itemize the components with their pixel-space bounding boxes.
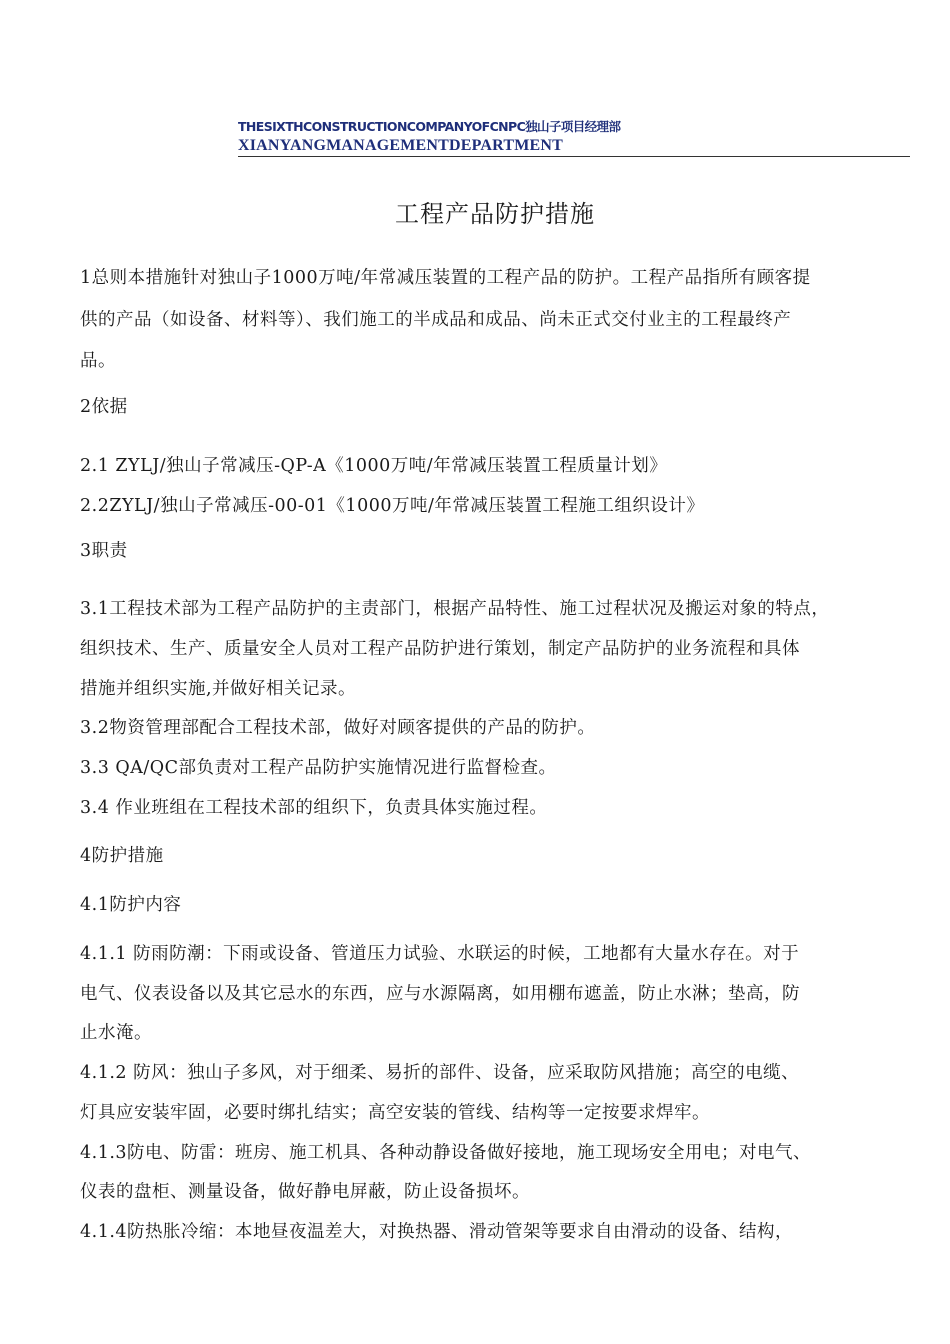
document-title: 工程产品防护措施 xyxy=(395,200,595,228)
body-line: 仪表的盘柜、测量设备，做好静电屏蔽，防止设备损坏。 xyxy=(80,1182,530,1202)
section-heading: 2依据 xyxy=(80,397,128,417)
header-divider xyxy=(238,156,910,157)
header-department-name: XIANYANGMANAGEMENTDEPARTMENT xyxy=(238,137,564,154)
document-header xyxy=(238,118,910,156)
section-heading: 4防护措施 xyxy=(80,846,164,866)
body-line: 品。 xyxy=(80,351,116,371)
body-line: 4.1.1 防雨防潮：下雨或设备、管道压力试验、水联运的时候，工地都有大量水存在。对于 xyxy=(80,944,800,964)
subsection-heading: 4.1防护内容 xyxy=(80,895,182,915)
body-line: 止水淹。 xyxy=(80,1023,152,1043)
body-line: 措施并组织实施,并做好相关记录。 xyxy=(80,679,357,699)
body-line: 4.1.2 防风：独山子多风，对于细柔、易折的部件、设备，应采取防风措施；高空的电缆、 xyxy=(80,1063,800,1083)
body-line: 组织技术、生产、质量安全人员对工程产品防护进行策划，制定产品防护的业务流程和具体 xyxy=(80,639,800,659)
body-line: 灯具应安装牢固，必要时绑扎结实；高空安装的管线、结构等一定按要求焊牢。 xyxy=(80,1103,710,1123)
body-line: 3.4 作业班组在工程技术部的组织下，负责具体实施过程。 xyxy=(80,798,548,818)
body-line: 4.1.4防热胀冷缩：本地昼夜温差大，对换热器、滑动管架等要求自由滑动的设备、结构， xyxy=(80,1222,794,1242)
body-line: 电气、仪表设备以及其它忌水的东西，应与水源隔离，如用棚布遮盖，防止水淋；垫高，防 xyxy=(80,984,800,1004)
body-line: 3.2物资管理部配合工程技术部，做好对顾客提供的产品的防护。 xyxy=(80,718,596,738)
body-line: 3.3 QA/QC部负责对工程产品防护实施情况进行监督检查。 xyxy=(80,758,557,778)
body-line: 3.1工程技术部为工程产品防护的主责部门，根据产品特性、施工过程状况及搬运对象的特点， xyxy=(80,599,830,619)
body-line: 2.2ZYLJ/独山子常减压-00-01《1000万吨/年常减压装置工程施工组织设计》 xyxy=(80,496,705,516)
body-line: 4.1.3防电、防雷：班房、施工机具、各种动静设备做好接地，施工现场安全用电；对电气、 xyxy=(80,1143,812,1163)
body-line: 2.1 ZYLJ/独山子常减压-QP-A《1000万吨/年常减压装置工程质量计划》 xyxy=(80,456,668,476)
body-line: 供的产品（如设备、材料等）、我们施工的半成品和成品、尚未正式交付业主的工程最终产 xyxy=(80,310,792,330)
section-heading: 3职责 xyxy=(80,541,128,561)
body-line: 1总则本措施针对独山子1000万吨/年常减压装置的工程产品的防护。工程产品指所有顾客提 xyxy=(80,268,811,288)
header-company-name: THESIXTHCONSTRUCTIONCOMPANYOFCNPC独山子项目经理部 xyxy=(238,119,621,134)
